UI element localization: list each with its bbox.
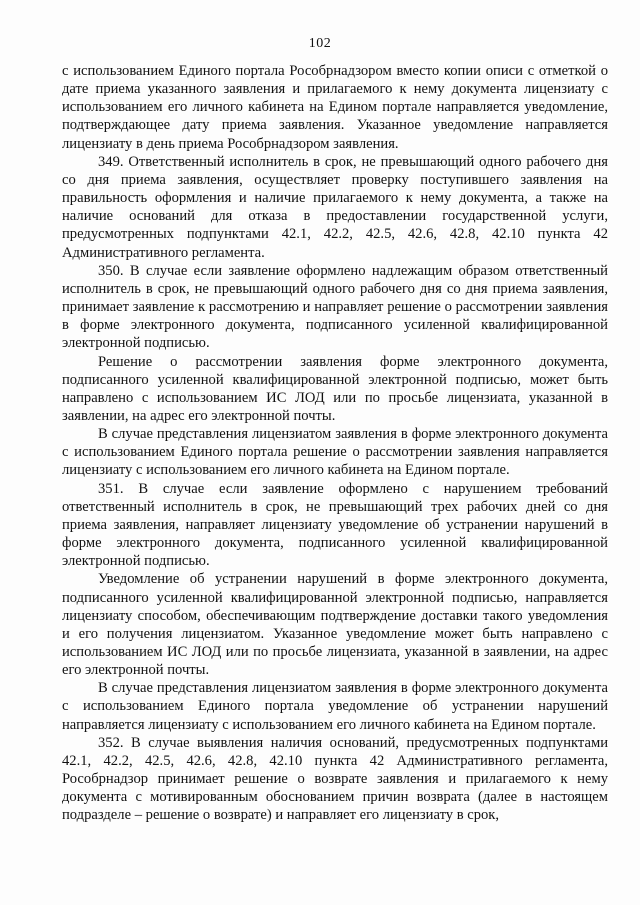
paragraph-350: 350. В случае если заявление оформлено надлежащим образом ответственный исполнитель в срок, не превышающий одного рабочего дня со дня приема заявления, принимает заявление к рассмотрению и направляет решение о рассмотрении заявления в форме электронного документа, подписанного усиленной квалифицированной электронной подписью. xyxy=(62,262,608,352)
paragraph: В случае представления лицензиатом заявления в форме электронного документа с использованием Единого портала уведомление об устранении нарушений направляется лицензиату с использованием его личного кабинета на Едином портале. xyxy=(62,680,608,733)
paragraph-351: 351. В случае если заявление оформлено с нарушением требований ответственный исполнитель в срок, не превышающий трех рабочих дней со дня приема заявления, направляет лицензиату уведомление об устранении нарушений в форме электронного документа, подписанного усиленной квалифицированной электронной подписью. xyxy=(62,480,608,570)
paragraph: Уведомление об устранении нарушений в форме электронного документа, подписанного усиленной квалифицированной электронной подписью, направляется лицензиату способом, обеспечивающим подтверждение доставки такого уведомления и его получения лицензиатом. Указанное уведомление может быть направлено с использованием ИС ЛОД или по просьбе лицензиата, указанной в заявлении, на адрес его электронной почты. xyxy=(62,571,608,679)
paragraph-349: 349. Ответственный исполнитель в срок, не превышающий одного рабочего дня со дня приема заявления, осуществляет проверку поступившего заявления на правильность оформления и наличие прилагаемого к нему документа, а также на наличие оснований для отказа в предоставлении государственной услуги, предусмотренных подпунктами 42.1, 42.2, 42.5, 42.6, 42.8, 42.10 пункта 42 Административного регламента. xyxy=(62,153,608,261)
body-text xyxy=(62,62,608,825)
paragraph: с использованием Единого портала Рособрнадзором вместо копии описи с отметкой о дате приема указанного заявления и прилагаемого к нему документа лицензиату с использованием его личного кабинета на Едином портале направляется уведомление, подтверждающее дату приема заявления. Указанное уведомление направляется лицензиату в день приема Рособрнадзором заявления. xyxy=(62,63,608,152)
paragraph: Решение о рассмотрении заявления форме электронного документа, подписанного усиленной квалифицированной электронной подписью, может быть направлено с использованием ИС ЛОД или по просьбе лицензиата, указанной в заявлении, на адрес его электронной почты. xyxy=(62,353,608,424)
paragraph: В случае представления лицензиатом заявления в форме электронного документа с использованием Единого портала решение о рассмотрении заявления направляется лицензиату с использованием его личного кабинета на Едином портале. xyxy=(62,426,608,479)
page-number: 102 xyxy=(308,36,332,51)
paragraph-352: 352. В случае выявления наличия оснований, предусмотренных подпунктами 42.1, 42.2, 42.5, 42.6, 42.8, 42.10 пункта 42 Административного регламента, Рособрнадзор принимает решение о возврате заявления и прилагаемого к нему документа с мотивированным обоснованием причин возврата (далее в настоящем подразделе – решение о возврате) и направляет его лицензиату в срок, xyxy=(62,734,608,824)
